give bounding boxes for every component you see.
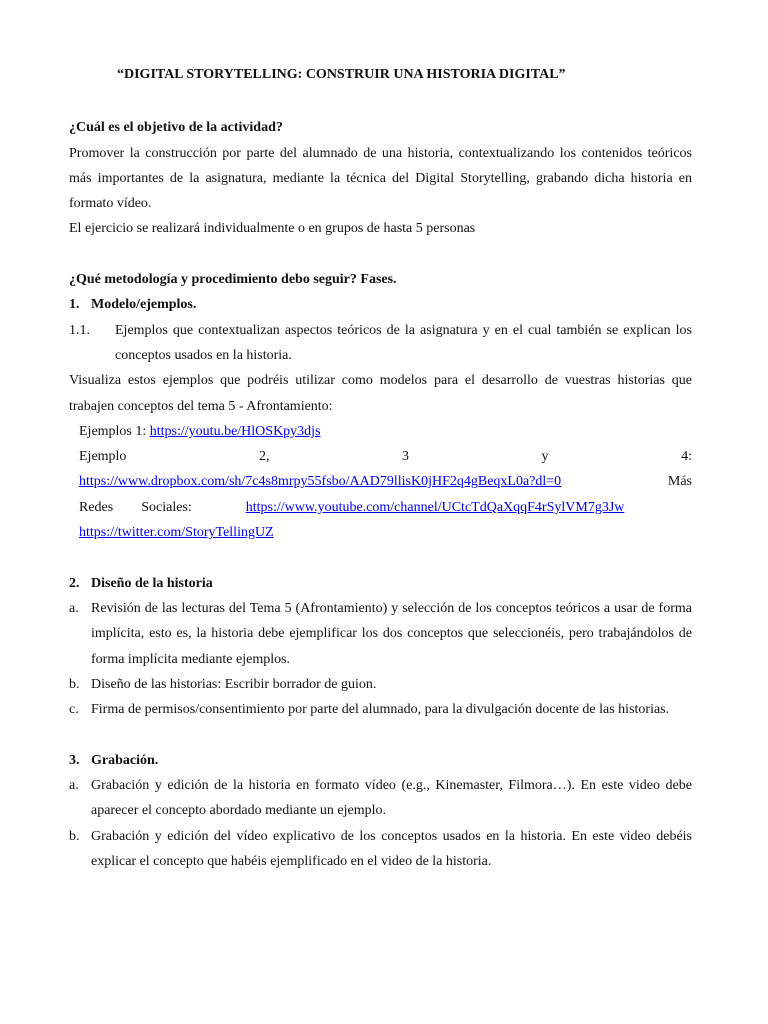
phase2-number: 2. (69, 575, 80, 591)
sociales-word: Sociales: (141, 499, 192, 515)
ejemplo-word: 4: (681, 449, 692, 465)
phase3-item-a (69, 773, 692, 824)
objective-text: Promover la construcción por parte del alumnado de una historia, contextualizando los contenidos teóricos más importantes de la asignatura, mediante la técnica del Digital Storytelling, grabando dicha historia en formato vídeo. (69, 145, 692, 212)
redes-line (69, 495, 692, 520)
objective-paragraph (69, 141, 692, 217)
visualiza-text: Visualiza estos ejemplos que podréis utilizar como modelos para el desarrollo de vuestras historias que trabajen conceptos del tema 5 - Afrontamiento: (69, 373, 692, 414)
item-marker: a. (69, 778, 79, 794)
item-marker: a. (69, 600, 79, 616)
item-text: Grabación y edición del vídeo explicativo de los conceptos usados en la historia. En este video debéis explicar el concepto que habéis ejemplificado en el video de la historia. (91, 828, 692, 869)
phase1-heading (69, 292, 692, 317)
ejemplo234-link[interactable]: https://www.dropbox.com/sh/7c4s8mrpy55fsbo/AAD79llisK0jHF2q4gBeqxL0a?dl=0 (79, 474, 562, 490)
phase2-item-b (69, 672, 692, 697)
spacer (69, 545, 692, 570)
phase1-title: Modelo/ejemplos. (91, 297, 197, 313)
item-text: Diseño de las historias: Escribir borrador de guion. (91, 676, 377, 692)
objective-heading: ¿Cuál es el objetivo de la actividad? (69, 120, 283, 136)
phase2-item-a (69, 596, 692, 672)
phase3-title: Grabación. (91, 752, 159, 768)
phase3-item-b (69, 824, 692, 875)
item-marker: b. (69, 676, 80, 692)
ejemplo-word: y (541, 449, 549, 465)
ejemplo234-label-line (69, 444, 692, 469)
ejemplo1-link[interactable]: https://youtu.be/HlOSKpy3djs (149, 423, 321, 439)
item-text: Revisión de las lecturas del Tema 5 (Afrontamiento) y selección de los conceptos teóricos a usar de forma implícita, esto es, la historia debe ejemplificar los dos conceptos que seleccionéis, pero trabajándolos de forma implícita mediante ejemplos. (91, 600, 692, 667)
document-title: “DIGITAL STORYTELLING: CONSTRUIR UNA HISTORIA DIGITAL” (117, 67, 566, 82)
twitter-line (69, 520, 692, 545)
phase2-item-c (69, 697, 692, 722)
ejemplo1-label: Ejemplos 1: (79, 423, 147, 439)
youtube-channel-link[interactable]: https://www.youtube.com/channel/UCtcTdQaXqqF4rSylVM7g3Jw (245, 499, 625, 515)
phase1-sub-number: 1.1. (69, 322, 90, 338)
methodology-heading: ¿Qué metodología y procedimiento debo seguir? Fases. (69, 272, 397, 288)
group-size-text: El ejercicio se realizará individualmente o en grupos de hasta 5 personas (69, 221, 476, 237)
ejemplo1-line (69, 419, 692, 444)
ejemplo234-link-line (69, 469, 692, 494)
item-text: Firma de permisos/consentimiento por parte del alumnado, para la divulgación docente de las historias. (91, 702, 670, 718)
item-marker: c. (69, 702, 79, 718)
spacer (69, 722, 692, 747)
phase1-subitem (69, 318, 692, 369)
phase2-title: Diseño de la historia (91, 575, 213, 591)
phase3-number: 3. (69, 752, 80, 768)
ejemplo-word: 2, (258, 449, 270, 465)
visualiza-paragraph (69, 368, 692, 419)
phase3-heading (69, 748, 692, 773)
phase1-number: 1. (69, 297, 80, 313)
phase2-heading (69, 571, 692, 596)
phase1-sub-text: Ejemplos que contextualizan aspectos teóricos de la asignatura y en el cual también se explican los conceptos usados en la historia. (115, 322, 692, 363)
item-marker: b. (69, 828, 80, 844)
ejemplo-word: 3 (402, 449, 409, 465)
twitter-link[interactable]: https://twitter.com/StoryTellingUZ (79, 525, 274, 541)
mas-word: Más (667, 474, 692, 490)
redes-word: Redes (79, 499, 114, 515)
item-text: Grabación y edición de la historia en formato vídeo (e.g., Kinemaster, Filmora…). En este video debe aparecer el concepto abordado mediante un ejemplo. (91, 778, 692, 819)
spacer (69, 242, 692, 267)
document-page (69, 62, 692, 874)
ejemplo-word: Ejemplo (79, 449, 127, 465)
